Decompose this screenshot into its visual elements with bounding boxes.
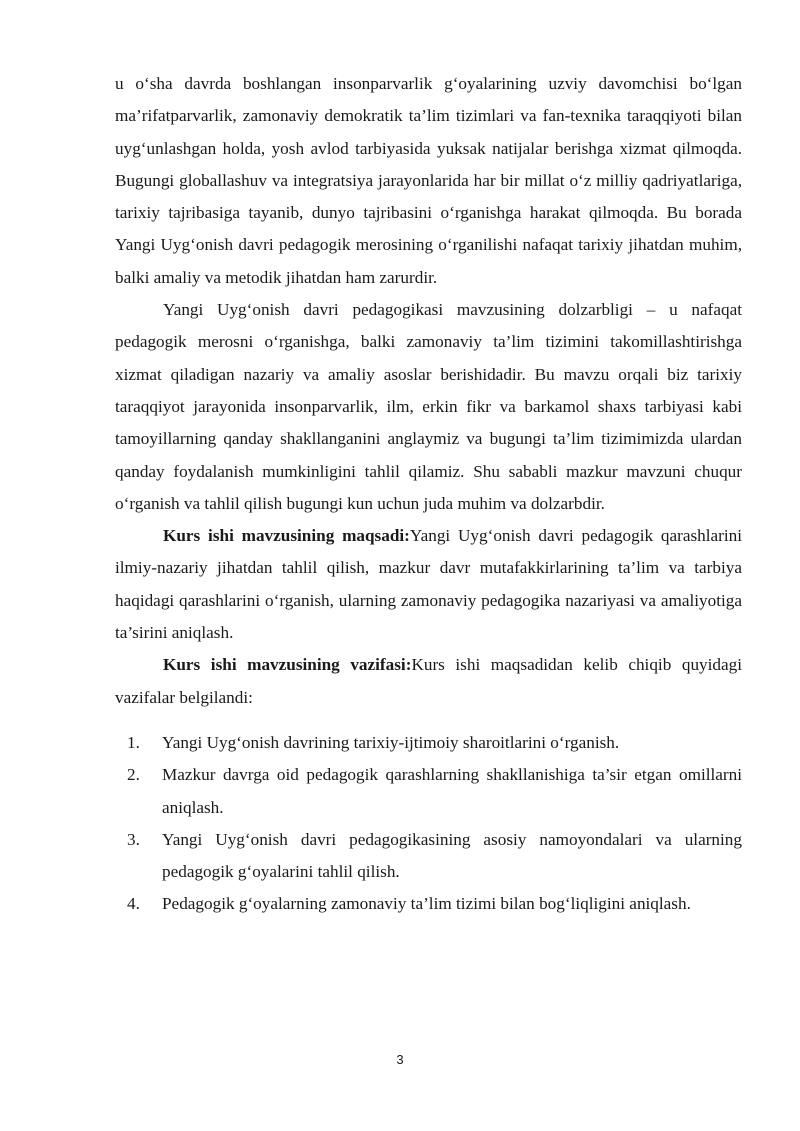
list-item-text: Mazkur davrga oid pedagogik qarashlarning shakllanishiga ta’sir etgan omillarni aniqlash. xyxy=(162,765,742,817)
list-item xyxy=(127,759,742,824)
paragraph-goal xyxy=(115,520,742,649)
list-item xyxy=(127,727,742,759)
list-item-number: 3. xyxy=(127,829,140,849)
list-item-text: Yangi Uyg‘onish davrining tarixiy-ijtimoiy sharoitlarini o‘rganish. xyxy=(162,732,620,752)
list-item-number: 1. xyxy=(127,732,140,752)
paragraph-continuation: u o‘sha davrda boshlangan insonparvarlik g‘oyalarining uzviy davomchisi bo‘lgan ma’rifatparvarlik, zamonaviy demokratik ta’lim tizimlari va fan-texnika taraqqiyoti bilan uyg‘unlashgan holda, yosh avlod tarbiyasida yuksak natijalar berishga xizmat qilmoqda. Bugungi globallashuv va integratsiya jarayonlarida har bir millat o‘z milliy qadriyatlariga, tarixiy tajribasiga tayanib, dunyo tajribasini o‘rganishga harakat qilmoqda. Bu borada Yangi Uyg‘onish davri pedagogik merosining o‘rganilishi nafaqat tarixiy jihatdan muhim, balki amaliy va metodik jihatdan ham zarurdir. xyxy=(115,74,742,287)
list-item-text: Yangi Uyg‘onish davri pedagogikasining asosiy namoyondalari va ularning pedagogik g‘oyalarini tahlil qilish. xyxy=(162,829,742,882)
goal-text: Yangi Uyg‘onish davri pedagogik qarashlarini ilmiy-nazariy jihatdan tahlil qilish, mazkur davr mutafakkirlarining ta’lim va tarbiya haqidagi qarashlarini o‘rganish, ularning zamonaviy pedagogika nazariyasi va amaliyotiga ta’sirini aniqlash. xyxy=(115,526,743,643)
list-item xyxy=(127,824,742,889)
task-list xyxy=(115,727,742,921)
list-item-text: Pedagogik g‘oyalarning zamonaviy ta’lim tizimi bilan bog‘liqligini aniqlash. xyxy=(162,894,691,914)
list-item-number: 2. xyxy=(127,765,140,785)
tasks-heading: Kurs ishi mavzusining vazifasi: xyxy=(163,655,412,675)
goal-heading: Kurs ishi mavzusining maqsadi: xyxy=(163,526,410,546)
paragraph-relevance: Yangi Uyg‘onish davri pedagogikasi mavzusining dolzarbligi – u nafaqat pedagogik merosni o‘rganishga, balki zamonaviy ta’lim tizimini takomillashtirishga xizmat qiladigan nazariy va amaliy asoslar berishidadir. Bu mavzu orqali biz tarixiy taraqqiyot jarayonida insonparvarlik, ilm, erkin fikr va barkamol shaxs tarbiyasi kabi tamoyillarning qanday shakllanganini anglaymiz va bugungi ta’lim tizimimizda ulardan qanday foydalanish mumkinligini tahlil qilamiz. Shu sababli mazkur mavzuni chuqur o‘rganish va tahlil qilish bugungi kun uchun juda muhim va dolzarbdir. xyxy=(115,300,742,513)
list-item-number: 4. xyxy=(127,894,140,914)
list-item xyxy=(127,888,742,920)
page-number: 3 xyxy=(396,1052,404,1067)
tasks-intro-text: Kurs ishi maqsadidan kelib chiqib quyidagi vazifalar belgilandi: xyxy=(115,655,742,707)
paragraph-tasks-intro xyxy=(115,649,742,714)
page-body xyxy=(115,68,742,921)
